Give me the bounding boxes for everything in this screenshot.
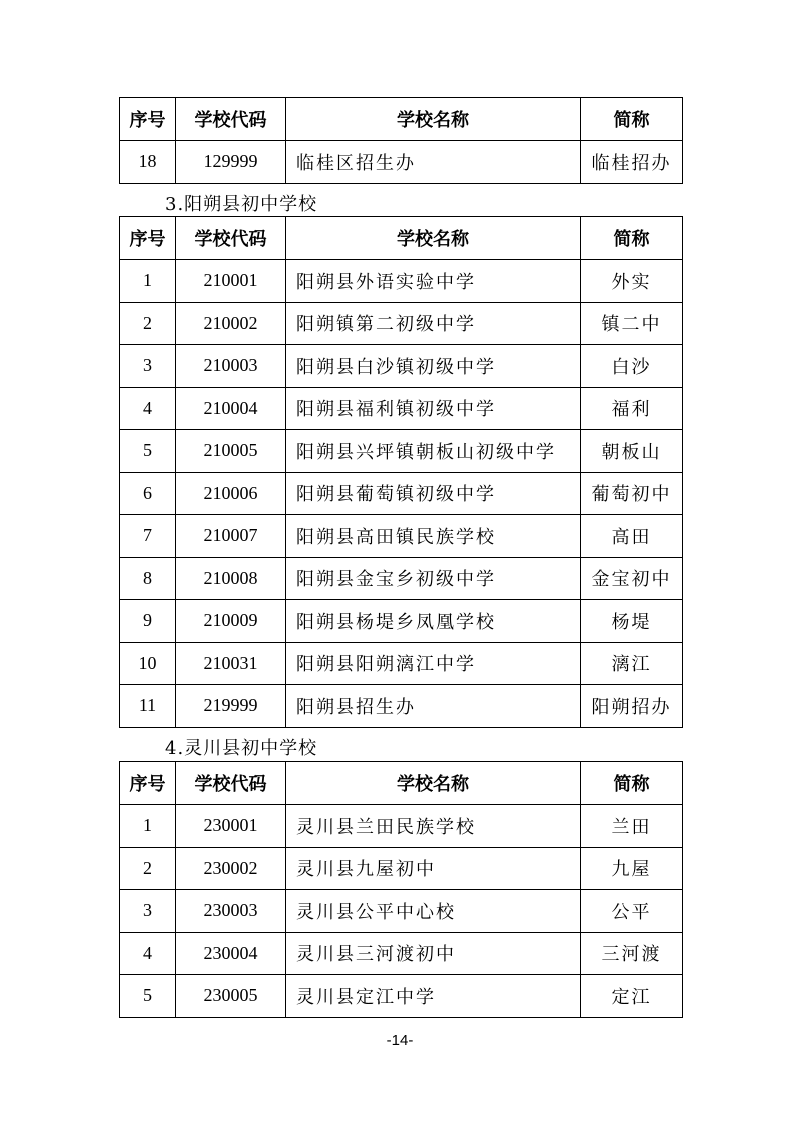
cell-no: 4 xyxy=(120,932,176,975)
cell-code: 210006 xyxy=(176,472,286,515)
table-linggui-continued xyxy=(119,97,683,184)
cell-school-name: 灵川县公平中心校 xyxy=(286,890,581,933)
cell-abbr: 临桂招办 xyxy=(581,141,683,184)
cell-school-name: 阳朔县白沙镇初级中学 xyxy=(286,345,581,388)
cell-no: 8 xyxy=(120,557,176,600)
cell-school-name: 阳朔镇第二初级中学 xyxy=(286,302,581,345)
cell-abbr: 福利 xyxy=(581,387,683,430)
cell-school-name: 阳朔县福利镇初级中学 xyxy=(286,387,581,430)
table-lingchuan xyxy=(119,761,683,1018)
page-number: -14- xyxy=(386,1032,414,1049)
header-code: 学校代码 xyxy=(176,217,286,260)
header-code: 学校代码 xyxy=(176,762,286,805)
cell-school-name: 阳朔县杨堤乡凤凰学校 xyxy=(286,600,581,643)
cell-code: 230004 xyxy=(176,932,286,975)
table-row xyxy=(120,557,683,600)
header-abbr: 简称 xyxy=(581,217,683,260)
cell-school-name: 灵川县兰田民族学校 xyxy=(286,805,581,848)
table-row xyxy=(120,472,683,515)
cell-abbr: 九屋 xyxy=(581,847,683,890)
table-header-row xyxy=(120,762,683,805)
cell-school-name: 阳朔县葡萄镇初级中学 xyxy=(286,472,581,515)
cell-school-name: 灵川县三河渡初中 xyxy=(286,932,581,975)
table-row xyxy=(120,975,683,1018)
cell-code: 210009 xyxy=(176,600,286,643)
cell-no: 9 xyxy=(120,600,176,643)
cell-abbr: 金宝初中 xyxy=(581,557,683,600)
section-title-lingchuan: 4.灵川县初中学校 xyxy=(165,738,318,759)
table-row xyxy=(120,600,683,643)
cell-abbr: 阳朔招办 xyxy=(581,685,683,728)
cell-code: 210031 xyxy=(176,642,286,685)
table-row xyxy=(120,642,683,685)
cell-code: 210001 xyxy=(176,260,286,303)
cell-no: 2 xyxy=(120,302,176,345)
header-no: 序号 xyxy=(120,217,176,260)
cell-abbr: 葡萄初中 xyxy=(581,472,683,515)
table-yangshuo xyxy=(119,216,683,728)
cell-school-name: 阳朔县兴坪镇朝板山初级中学 xyxy=(286,430,581,473)
table-row xyxy=(120,847,683,890)
cell-abbr: 高田 xyxy=(581,515,683,558)
cell-code: 210004 xyxy=(176,387,286,430)
header-abbr: 简称 xyxy=(581,762,683,805)
cell-code: 230003 xyxy=(176,890,286,933)
cell-code: 129999 xyxy=(176,141,286,184)
header-code: 学校代码 xyxy=(176,98,286,141)
table-row xyxy=(120,387,683,430)
header-name: 学校名称 xyxy=(286,98,581,141)
cell-no: 5 xyxy=(120,975,176,1018)
cell-abbr: 漓江 xyxy=(581,642,683,685)
table-row xyxy=(120,890,683,933)
section-title-yangshuo: 3.阳朔县初中学校 xyxy=(165,194,318,215)
cell-no: 3 xyxy=(120,345,176,388)
cell-code: 219999 xyxy=(176,685,286,728)
cell-abbr: 三河渡 xyxy=(581,932,683,975)
cell-code: 210008 xyxy=(176,557,286,600)
cell-code: 210005 xyxy=(176,430,286,473)
cell-abbr: 外实 xyxy=(581,260,683,303)
cell-code: 210003 xyxy=(176,345,286,388)
cell-no: 5 xyxy=(120,430,176,473)
cell-no: 3 xyxy=(120,890,176,933)
table-row xyxy=(120,260,683,303)
header-abbr: 简称 xyxy=(581,98,683,141)
cell-abbr: 定江 xyxy=(581,975,683,1018)
cell-school-name: 阳朔县高田镇民族学校 xyxy=(286,515,581,558)
cell-code: 210002 xyxy=(176,302,286,345)
table-row xyxy=(120,515,683,558)
cell-abbr: 公平 xyxy=(581,890,683,933)
cell-school-name: 阳朔县外语实验中学 xyxy=(286,260,581,303)
cell-school-name: 阳朔县金宝乡初级中学 xyxy=(286,557,581,600)
table-row xyxy=(120,805,683,848)
header-no: 序号 xyxy=(120,762,176,805)
cell-school-name: 阳朔县阳朔漓江中学 xyxy=(286,642,581,685)
header-name: 学校名称 xyxy=(286,762,581,805)
cell-school-name: 临桂区招生办 xyxy=(286,141,581,184)
table-row xyxy=(120,430,683,473)
cell-code: 210007 xyxy=(176,515,286,558)
cell-code: 230002 xyxy=(176,847,286,890)
cell-school-name: 灵川县定江中学 xyxy=(286,975,581,1018)
cell-school-name: 灵川县九屋初中 xyxy=(286,847,581,890)
cell-abbr: 杨堤 xyxy=(581,600,683,643)
cell-no: 1 xyxy=(120,805,176,848)
table-row xyxy=(120,302,683,345)
table-row xyxy=(120,932,683,975)
cell-code: 230001 xyxy=(176,805,286,848)
cell-no: 4 xyxy=(120,387,176,430)
table-header-row xyxy=(120,98,683,141)
cell-no: 10 xyxy=(120,642,176,685)
cell-abbr: 白沙 xyxy=(581,345,683,388)
cell-no: 2 xyxy=(120,847,176,890)
cell-no: 1 xyxy=(120,260,176,303)
header-no: 序号 xyxy=(120,98,176,141)
cell-no: 6 xyxy=(120,472,176,515)
table-row xyxy=(120,141,683,184)
table-row xyxy=(120,685,683,728)
table-row xyxy=(120,345,683,388)
cell-abbr: 兰田 xyxy=(581,805,683,848)
cell-no: 18 xyxy=(120,141,176,184)
cell-no: 7 xyxy=(120,515,176,558)
cell-school-name: 阳朔县招生办 xyxy=(286,685,581,728)
table-header-row xyxy=(120,217,683,260)
cell-code: 230005 xyxy=(176,975,286,1018)
cell-abbr: 镇二中 xyxy=(581,302,683,345)
header-name: 学校名称 xyxy=(286,217,581,260)
cell-abbr: 朝板山 xyxy=(581,430,683,473)
cell-no: 11 xyxy=(120,685,176,728)
